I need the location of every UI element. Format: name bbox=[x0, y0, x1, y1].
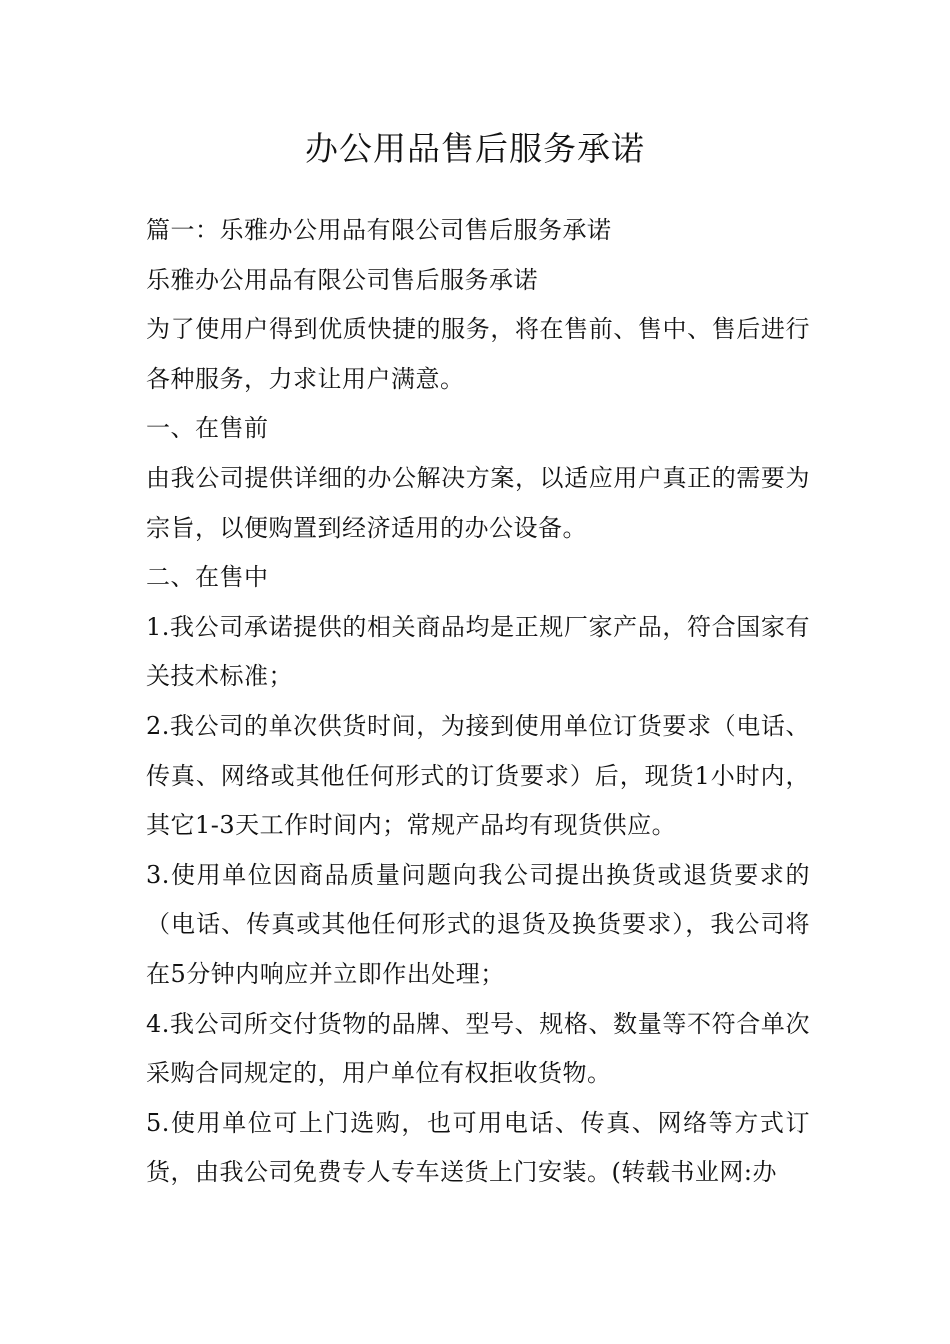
paragraph-pre-sale: 由我公司提供详细的办公解决方案，以适应用户真正的需要为宗旨，以便购置到经济适用的办公设备。 bbox=[146, 463, 810, 542]
paragraph-item-2: 2.我公司的单次供货时间，为接到使用单位订货要求（电话、传真、网络或其他任何形式的订货要求）后，现货1小时内，其它1-3天工作时间内；常规产品均有现货供应。 bbox=[146, 711, 810, 840]
paragraph-item-1: 1.我公司承诺提供的相关商品均是正规厂家产品，符合国家有关技术标准； bbox=[146, 612, 810, 691]
paragraph-item-4: 4.我公司所交付货物的品牌、型号、规格、数量等不符合单次采购合同规定的，用户单位有权拒收货物。 bbox=[146, 1009, 810, 1088]
document-title: 办公用品售后服务承诺 bbox=[305, 129, 645, 168]
paragraph-company-title: 乐雅办公用品有限公司售后服务承诺 bbox=[146, 265, 538, 294]
paragraph-item-3: 3.使用单位因商品质量问题向我公司提出换货或退货要求的（电话、传真或其他任何形式的退货及换货要求），我公司将在5分钟内响应并立即作出处理； bbox=[146, 860, 810, 988]
paragraph-section-heading: 篇一：乐雅办公用品有限公司售后服务承诺 bbox=[146, 216, 612, 244]
document-body bbox=[146, 206, 810, 1198]
paragraph-item-5: 5.使用单位可上门选购，也可用电话、传真、网络等方式订货，由我公司免费专人专车送货上门安装。(转载书业网:办 bbox=[146, 1108, 810, 1187]
paragraph-intro: 为了使用户得到优质快捷的服务，将在售前、售中、售后进行各种服务，力求让用户满意。 bbox=[146, 315, 810, 393]
paragraph-in-sale-heading: 二、在售中 bbox=[146, 563, 269, 592]
paragraph-pre-sale-heading: 一、在售前 bbox=[146, 414, 269, 443]
